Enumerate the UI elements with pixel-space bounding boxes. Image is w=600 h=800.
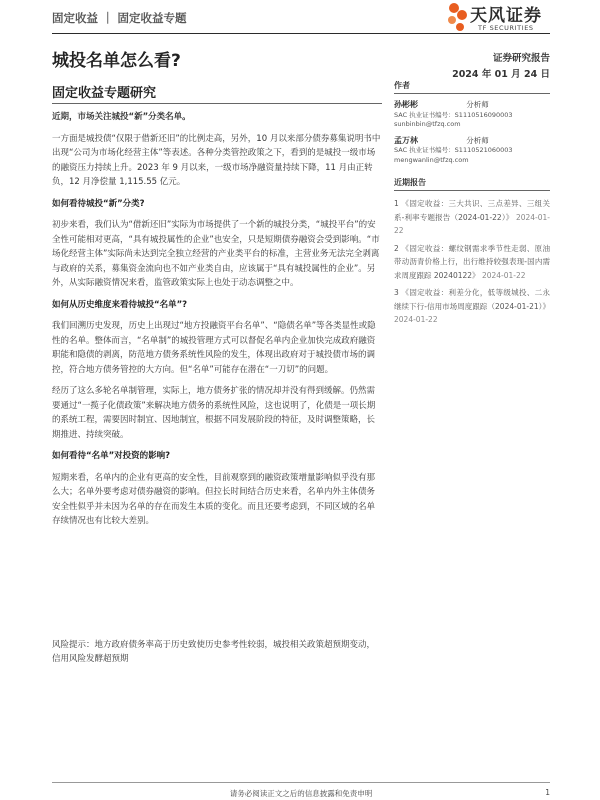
- brand-name: 天风证券: [470, 6, 542, 26]
- lead-text: 近期，市场关注城投“新”分类名单。: [52, 112, 191, 122]
- report-link[interactable]: [394, 286, 550, 327]
- report-title: 城投名单怎么看?: [52, 51, 181, 71]
- author-email[interactable]: mengwanlin@tfzq.com: [394, 155, 469, 164]
- footer-divider: [52, 782, 550, 783]
- paragraph-3: 我们回溯历史发现，历史上出现过“地方投融资平台名单”、“隐债名单”等各类显性或隐性的名单。整体而言，“名单制”的城投管理方式可以督促名单内企业加快完成政府融资职能和隐债的剥离，防范地方债务系统性风险的发生，体现出政府对于城投债市场的调控，符合地方债务管控的大方向。但“名单”可能存在潜在“一刀切”的问题。: [52, 321, 376, 375]
- report-date: 2024 年 01 月 24 日: [452, 69, 550, 80]
- author-name: 孙彬彬: [394, 100, 418, 109]
- reports-title: 近期报告: [394, 177, 550, 191]
- report-link-text[interactable]: 2 《固定收益：螺纹钢需求季节性走弱、原油带动沥青价格上行，出行维持较强表现-国内需求周度跟踪 20240122》: [394, 243, 550, 280]
- question-2: 如何从历史维度来看待城投“名单”?: [52, 299, 188, 310]
- paragraph-2: 初步来看，我们认为“借新还旧”实际为市场提供了一个新的城投分类，“城投平台”的安全性可能相对更高，“具有城投属性的企业”也安全，只是短期债券融资会受到影响。“市场化经营主体”实际尚未达到完全独立经营的产业类平台的标准，主营业务无法完全剥离与政府的关系，募集资金流向也不如产业类自由，应该属于“具有城投属性的企业”。另外，从实际融资情况来看，监管政策实际上也处于动态调整之中。: [52, 220, 380, 288]
- recent-reports: [394, 177, 550, 327]
- report-link[interactable]: [394, 242, 550, 283]
- report-type: 证券研究报告: [492, 53, 550, 64]
- author-entry: [394, 136, 550, 166]
- footer-disclaimer: 请务必阅读正文之后的信息披露和免责申明: [229, 789, 373, 798]
- authors-title: 作者: [394, 80, 550, 94]
- header-divider: [52, 33, 550, 34]
- report-link-text[interactable]: 3 《固定收益：利差分化，低等级城投、二永继续下行-信用市场周度跟踪（2024-01-21）》: [394, 288, 550, 311]
- author-email[interactable]: sunbinbin@tfzq.com: [394, 120, 461, 128]
- author-role: 分析师: [466, 100, 489, 109]
- author-entry: [394, 100, 550, 130]
- report-link-date: 2024-01-22: [394, 315, 438, 324]
- report-subtitle: 固定收益专题研究: [52, 86, 157, 101]
- paragraph-4: 经历了这么多轮名单制管理，实际上，地方债务扩张的情况却并没有得到缓解。仍然需要通过“一揽子化债政策”来解决地方债务的系统性风险，这也说明了，化债是一项长期的系统工程，需要因时制宜、因地制宜，根据不同发展阶段的特征，及时调整策略，长期推进、持续突破。: [52, 386, 376, 440]
- paragraph-1: 一方面是城投债“仅限于借新还旧”的比例走高，另外，10 月以来部分债券募集说明书中出现“公司为市场化经营主体”等表述。各种分类管控政策之下，看到的是城投一级市场的融资压力持续上升。2023 年 9 月以来，一级市场净融资量持续下降，11 月由正转负，12 月净偿量 1,115.55 亿元。: [52, 133, 381, 187]
- main-body: [52, 110, 382, 536]
- question-1: 如何看待城投“新”分类?: [52, 198, 145, 209]
- question-3: 如何看待“名单”对投资的影响?: [52, 451, 171, 461]
- sidebar: [394, 80, 550, 331]
- report-link-date: 2024-01-22: [481, 270, 526, 280]
- paragraph-5: 短期来看，名单内的企业有更高的安全性，目前观察到的融资政策增量影响似乎没有那么大；名单外要考虑对债券融资的影响。但拉长时间结合历史来看，名单内外主体债务安全性似乎并未因为名单的存在而发生本质的变化。而且还要考虑到，不同区域的名单存续情况也有比较大差别。: [52, 472, 376, 526]
- author-sac: SAC 执业证书编号：S1110516090003: [394, 110, 513, 119]
- report-link[interactable]: [394, 197, 550, 238]
- subtitle-divider: [52, 103, 382, 104]
- author-name: 孟万林: [394, 135, 418, 145]
- page-number: 1: [545, 788, 550, 797]
- author-role: 分析师: [466, 135, 489, 145]
- author-sac: SAC 执业证书编号：S1110521060003: [394, 146, 513, 154]
- risk-warning: 风险提示：地方政府债务率高于历史致使历史参考性较弱，城投相关政策超预期变动，信用风险发酵超预期: [52, 640, 376, 664]
- header-category: 固定收益 ｜ 固定收益专题: [52, 11, 187, 25]
- report-link-date: 2024-01-22: [394, 212, 550, 235]
- report-link-text[interactable]: 1 《固定收益：三大共识、三点差异、三组关系-利率专题报告（2024-01-22）》: [394, 199, 550, 222]
- brand-sub: TF SECURITIES: [478, 24, 534, 32]
